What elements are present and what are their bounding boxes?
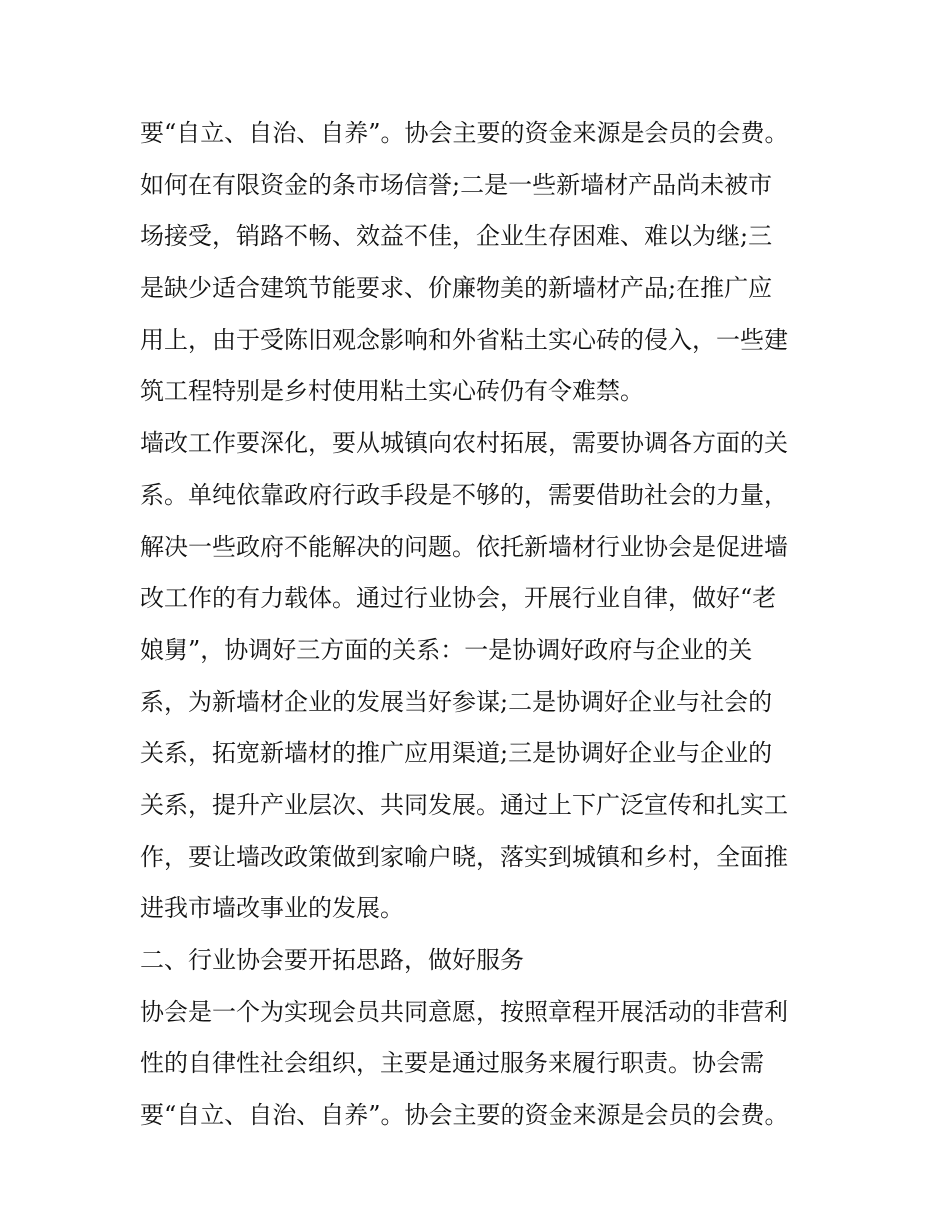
text-line-7: 墙改工作要深化，要从城镇向农村拓展，需要协调各方面的关 — [140, 429, 788, 458]
text-line-2: 如何在有限资金的条市场信誉;二是一些新墙材产品尚未被市 — [140, 170, 773, 199]
text-line-14: 关系，提升产业层次、共同发展。通过上下广泛宣传和扎实工 — [140, 790, 788, 819]
text-line-12: 系，为新墙材企业的发展当好参谋;二是协调好企业与社会的 — [140, 687, 773, 716]
text-line-3: 场接受，销路不畅、效益不佳，企业生存困难、难以为继;三 — [140, 222, 773, 251]
text-line-16: 进我市墙改事业的发展。 — [140, 894, 404, 923]
text-line-4: 是缺少适合建筑节能要求、价廉物美的新墙材产品;在推广应 — [140, 274, 773, 303]
text-line-11: 娘舅”，协调好三方面的关系：一是协调好政府与企业的关 — [140, 635, 753, 664]
text-line-15: 作，要让墙改政策做到家喻户晓，落实到城镇和乡村，全面推 — [140, 842, 788, 871]
section-heading: 二、行业协会要开拓思路，做好服务 — [140, 946, 524, 974]
text-line-10: 改工作的有力载体。通过行业协会，开展行业自律，做好“老 — [140, 584, 777, 613]
text-line-13: 关系，拓宽新墙材的推广应用渠道;三是协调好企业与企业的 — [140, 739, 773, 768]
text-line-18: 协会是一个为实现会员共同意愿，按照章程开展活动的非营利 — [140, 997, 788, 1026]
text-line-20: 要“自立、自治、自养”。协会主要的资金来源是会员的会费。 — [140, 1101, 789, 1130]
text-line-9: 解决一些政府不能解决的问题。依托新墙材行业协会是促进墙 — [140, 532, 788, 561]
text-line-19: 性的自律性社会组织，主要是通过服务来履行职责。协会需 — [140, 1049, 764, 1078]
document-body — [140, 108, 820, 1142]
text-line-1: 要“自立、自治、自养”。协会主要的资金来源是会员的会费。 — [140, 119, 789, 147]
text-line-5: 用上，由于受陈旧观念影响和外省粘土实心砖的侵入，一些建 — [140, 325, 788, 354]
text-line-6: 筑工程特别是乡村使用粘土实心砖仍有令难禁。 — [140, 377, 644, 406]
text-line-8: 系。单纯依靠政府行政手段是不够的，需要借助社会的力量， — [140, 480, 788, 509]
